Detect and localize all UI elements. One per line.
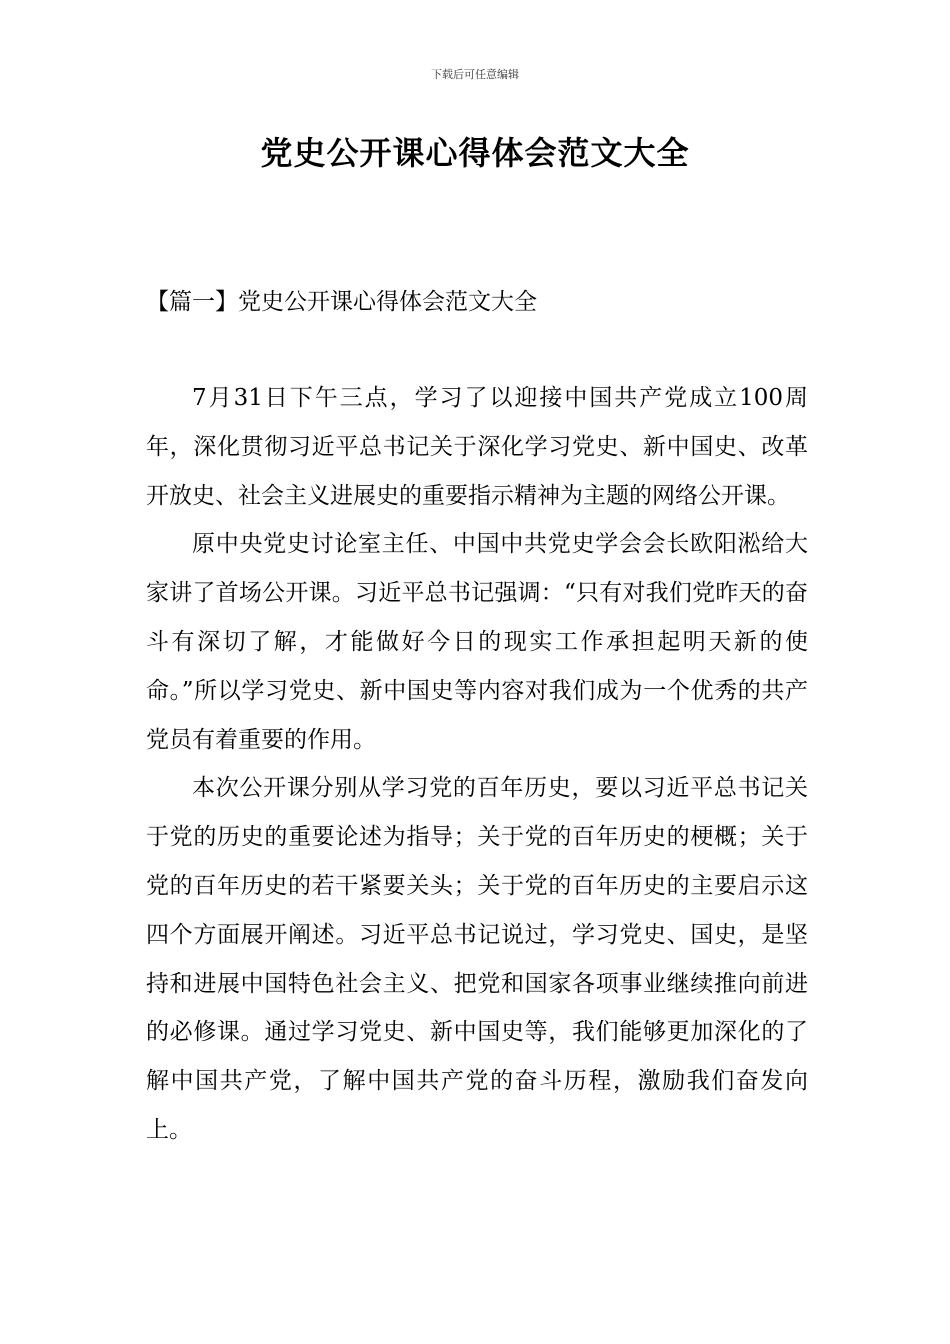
paragraph-1: 7月31日下午三点，学习了以迎接中国共产党成立100周年，深化贯彻习近平总书记关于深化学习党史、新中国史、改革开放史、社会主义进展史的重要指示精神为主题的网络公开课。 bbox=[146, 385, 808, 509]
section-heading: 【篇一】党史公开课心得体会范文大全 bbox=[146, 289, 537, 315]
body-text bbox=[146, 374, 808, 1155]
paragraph-3: 本次公开课分别从学习党的百年历史，要以习近平总书记关于党的历史的重要论述为指导；关于党的百年历史的梗概；关于党的百年历史的若干紧要关头；关于党的百年历史的主要启示这四个方面展开阐述。习近平总书记说过，学习党史、国史，是坚持和进展中国特色社会主义、把党和国家各项事业继续推向前进的必修课。通过学习党史、新中国史等，我们能够更加深化的了解中国共产党，了解中国共产党的奋斗历程，激励我们奋发向上。 bbox=[146, 775, 808, 1143]
header-note: 下载后可任意编辑 bbox=[431, 68, 519, 81]
document-title: 党史公开课心得体会范文大全 bbox=[260, 134, 690, 172]
paragraph-2: 原中央党史讨论室主任、中国中共党史学会会长欧阳淞给大家讲了首场公开课。习近平总书记强调：“只有对我们党昨天的奋斗有深切了解，才能做好今日的现实工作承担起明天新的使命。”所以学习党史、新中国史等内容对我们成为一个优秀的共产党员有着重要的作用。 bbox=[146, 531, 808, 753]
